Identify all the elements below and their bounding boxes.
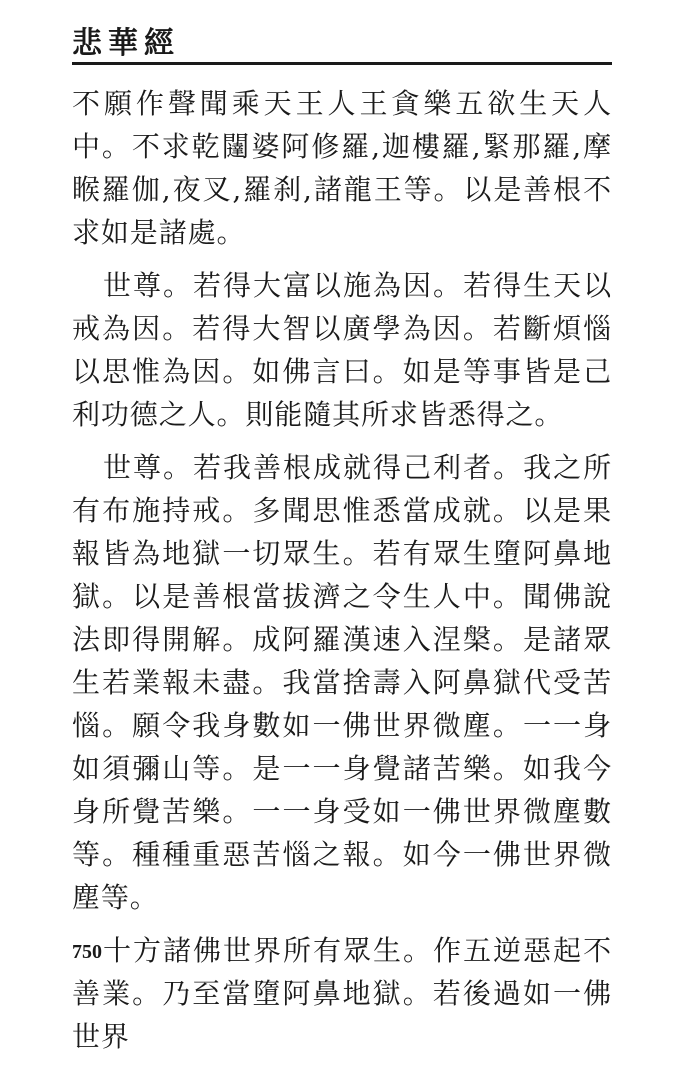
running-header	[72, 22, 612, 62]
paragraph-3: 世尊。若我善根成就得己利者。我之所有布施持戒。多聞思惟悉當成就。以是果報皆為地獄一切眾生。若有眾生墮阿鼻地獄。以是善根當拔濟之令生人中。聞佛說法即得開解。成阿羅漢速入涅槃。是諸眾生若業報未盡。我當捨壽入阿鼻獄代受苦惱。願令我身數如一佛世界微塵。一一身如須彌山等。是一一身覺諸苦樂。如我今身所覺苦樂。一一身受如一佛世界微塵數等。種種重惡苦惱之報。如今一佛世界微塵等。	[72, 451, 612, 914]
book-title: 悲華經	[72, 26, 180, 61]
header-divider	[72, 62, 612, 65]
page-number: 750	[72, 941, 102, 963]
page-body	[72, 82, 612, 1068]
paragraph-4: 十方諸佛世界所有眾生。作五逆惡起不善業。乃至當墮阿鼻地獄。若後過如一佛世界	[72, 934, 612, 1053]
paragraph-1: 不願作聲聞乘天王人王貪樂五欲生天人中。不求乾闥婆阿修羅,迦樓羅,緊那羅,摩睺羅伽,夜叉,羅刹,諸龍王等。以是善根不求如是諸處。	[72, 87, 612, 249]
paragraph-2: 世尊。若得大富以施為因。若得生天以戒為因。若得大智以廣學為因。若斷煩惱以思惟為因。如佛言曰。如是等事皆是己利功德之人。則能隨其所求皆悉得之。	[72, 269, 612, 431]
